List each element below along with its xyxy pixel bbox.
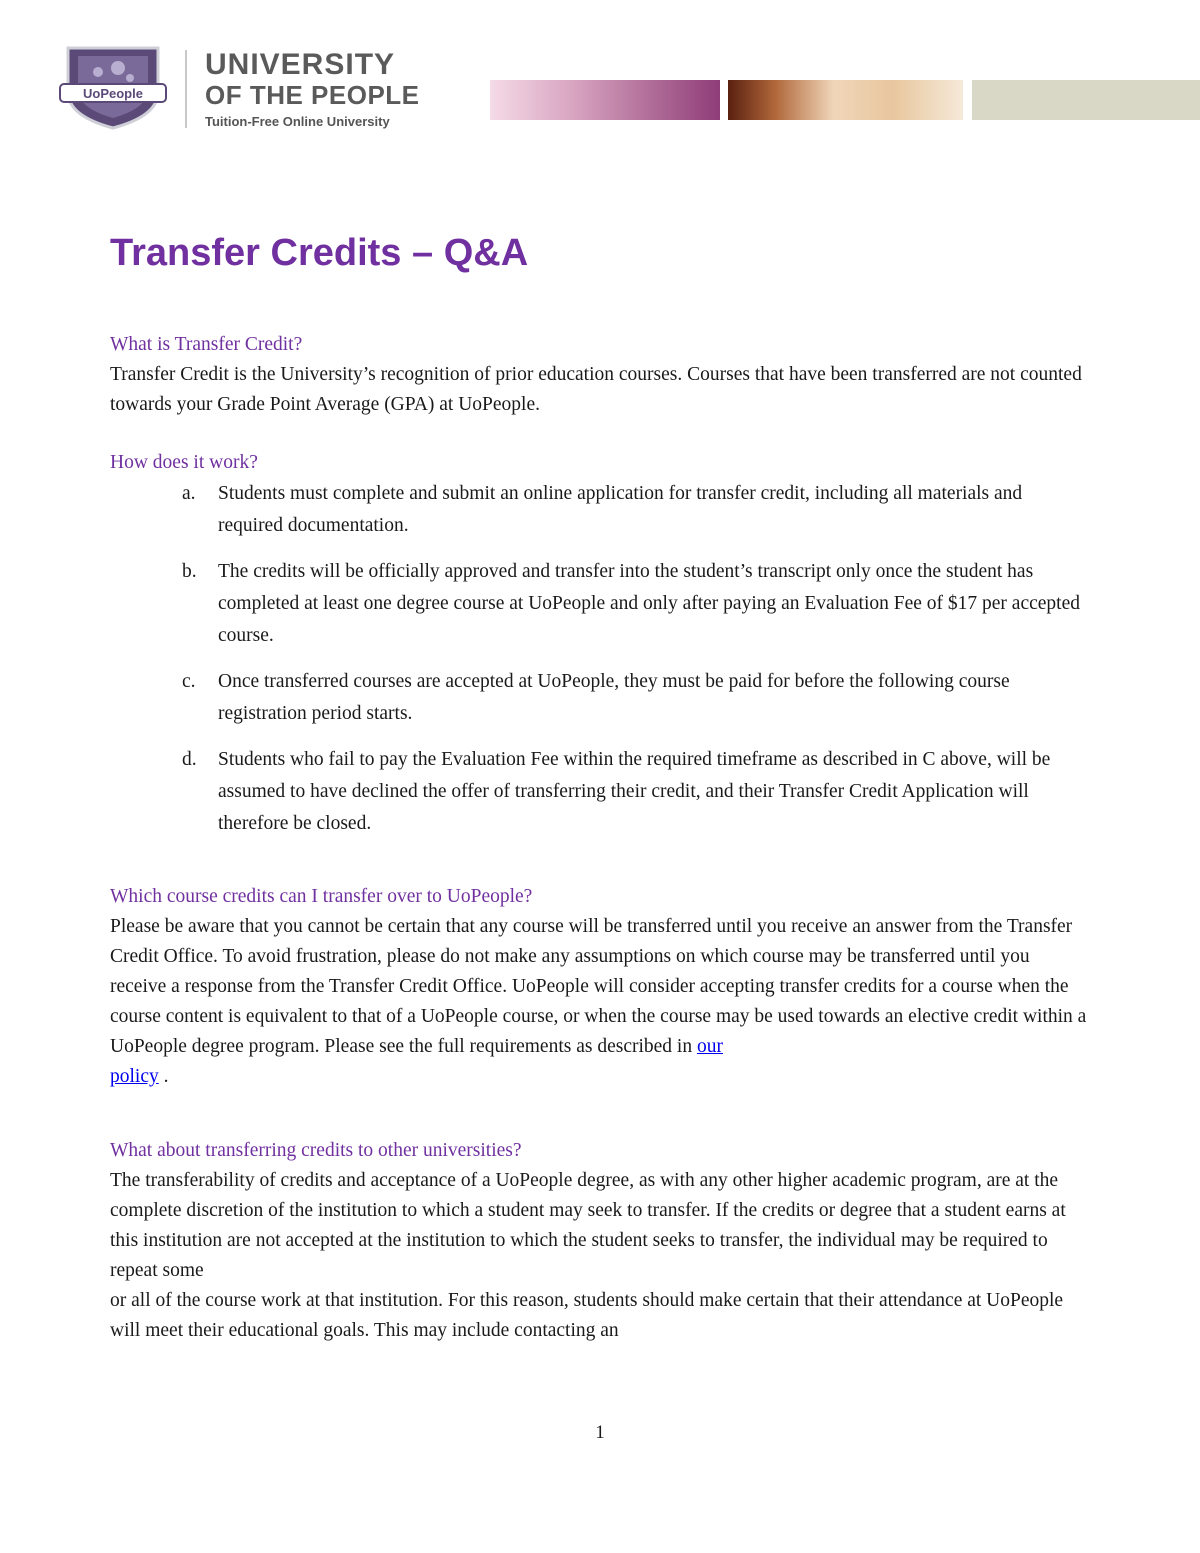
list-marker: c. (182, 671, 196, 692)
policy-link-part-1[interactable]: our (696, 1036, 723, 1057)
logo-line-2: OF THE PEOPLE (205, 80, 420, 110)
logo-divider (185, 50, 187, 128)
list-item-text: The credits will be officially approved and transfer into the student’s transcript only once the student has completed at least one degree course at UoPeople and only after paying an Evaluation Fee of $17 per accepted course. (218, 561, 1080, 646)
list-item (110, 478, 1090, 542)
list-item-text: Students who fail to pay the Evaluation Fee within the required timeframe as described in C above, will be assumed to have declined the offer of transferring their credit, and their Transfer Credit Application will therefore be closed. (218, 749, 1051, 834)
steps-list (110, 478, 1090, 840)
answer-paragraph (110, 912, 1090, 1092)
header-banner-image-1 (490, 80, 720, 120)
answer-text: Please be aware that you cannot be certain that any course will be transferred until you receive an answer from the Transfer Credit Office. To avoid frustration, please do not make any assumptions on which course may be transferred until you receive a response from the Transfer Credit Office. UoPeople will consider accepting transfer credits for a course when the course content is equivalent to that of a UoPeople course, or when the course may be used towards an elective credit within a UoPeople degree program. Please see the full requirements as described in (110, 916, 1087, 1057)
list-item-text: Once transferred courses are accepted at UoPeople, they must be paid for before the following course registration period starts. (218, 671, 1010, 724)
question-heading: How does it work? (110, 452, 258, 473)
list-item (110, 744, 1090, 840)
page-number: 1 (595, 1422, 605, 1443)
list-marker: a. (182, 483, 196, 504)
question-heading: Which course credits can I transfer over to UoPeople? (110, 886, 533, 907)
document-title: Transfer Credits – Q&A (110, 232, 529, 274)
logo-tagline: Tuition-Free Online University (205, 114, 390, 129)
university-wordmark (205, 50, 420, 129)
policy-link-part-2[interactable]: policy (110, 1066, 159, 1087)
logo-line-1: UNIVERSITY (205, 48, 396, 81)
answer-text: The transferability of credits and acceptance of a UoPeople degree, as with any other higher academic program, are at the complete discretion of the institution to which a student may seek to transfer. If the credits or degree that a student earns at this institution are not accepted at the institution to which the student seeks to transfer, the individual may be required to repeat some (110, 1170, 1066, 1281)
list-marker: b. (182, 561, 197, 582)
answer-paragraph (110, 1166, 1090, 1346)
header-banner-image-3 (972, 80, 1200, 120)
list-item (110, 666, 1090, 730)
question-heading: What is Transfer Credit? (110, 334, 303, 355)
list-marker: d. (182, 749, 197, 770)
list-item (110, 556, 1090, 652)
uopeople-shield-logo (58, 40, 168, 130)
header-banner-image-2 (728, 80, 963, 120)
logo-badge-text: UoPeople (83, 86, 143, 101)
answer-paragraph: Transfer Credit is the University’s recognition of prior education courses. Courses that have been transferred are not counted towards your Grade Point Average (GPA) at UoPeople. (110, 364, 1082, 415)
answer-text-continued: or all of the course work at that institution. For this reason, students should make certain that their attendance at UoPeople will meet their educational goals. This may include contacting an (110, 1290, 1064, 1341)
question-heading: What about transferring credits to other universities? (110, 1140, 522, 1161)
document-body (110, 330, 1090, 1346)
answer-trailing-text: . (158, 1066, 169, 1087)
list-item-text: Students must complete and submit an online application for transfer credit, including all materials and required documentation. (218, 483, 1023, 536)
